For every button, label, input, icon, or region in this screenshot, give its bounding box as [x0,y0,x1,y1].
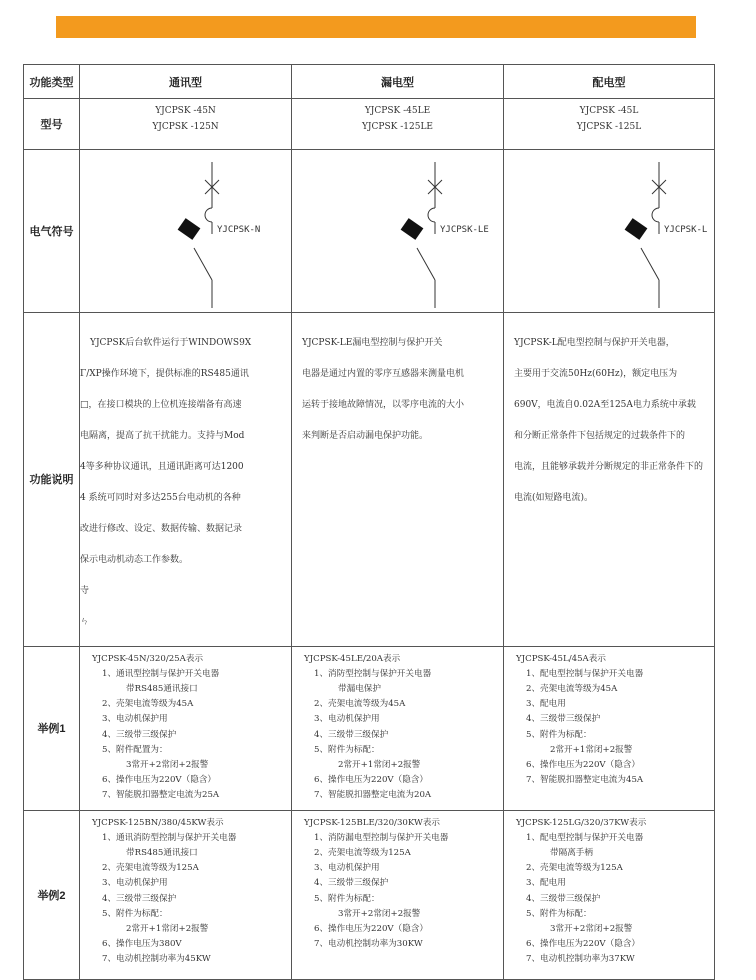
symbol-text: YJCPSK-L [664,225,708,235]
desc-line: YJCPSK-LE漏电型控制与保护开关 [302,337,443,348]
desc-line: 电流(如短路电流)。 [514,492,594,503]
desc-line: 电器是通过内置的零序互感器来测量电机 [302,368,465,379]
example2-distribution [504,810,715,979]
orange-header-bar [56,16,696,38]
example-line: 2常开+1常闭+2报警 [550,744,633,755]
example-line: 1、配电型控制与保护开关电器 [526,668,644,679]
example-line: 3常开+2常闭+2报警 [338,908,421,919]
desc-line: 电隔离，提高了抗干扰能力。支持与Mod [80,430,245,441]
example-line: 5、附件为标配： [314,893,380,904]
symbol-text: YJCPSK-LE [440,225,489,235]
example-line: 5、附件为标配： [526,729,592,740]
example-line: 2、壳架电流等级为45A [314,699,406,710]
example-line: 3、电动机保护用 [314,714,380,725]
example-line: 6、操作电压为220V（隐含） [526,759,641,770]
example-line: 7、智能脱扣器整定电流为20A [314,790,432,801]
desc-line: 改进行修改、设定、数据传输、数据记录 [80,523,243,534]
example-line: 7、电动机控制功率为37KW [526,954,635,965]
example-line: 2常开+1常闭+2报警 [126,923,209,934]
example-line: 3、电动机保护用 [314,863,380,874]
example-line: 2、壳架电流等级为125A [314,847,411,858]
desc-line: 和分断正常条件下包括规定的过载条件下的 [514,430,686,441]
example-line: 3、电动机保护用 [102,714,168,725]
desc-line: 寺 [80,585,90,596]
example-line: 6、操作电压为380V [102,939,182,950]
description-distribution [504,313,715,647]
example-line: 1、通讯型控制与保护开关电器 [102,668,220,679]
desc-line: YJCPSK-L配电型控制与保护开关电器， [514,337,675,348]
example-line: 7、电动机控制功率为30KW [314,939,423,950]
desc-line: 来判断是否启动漏电保护功能。 [302,430,429,441]
example1-distribution [504,646,715,810]
example-line: 5、附件配置为： [102,744,168,755]
example1-row [24,646,715,810]
function-type-label: 功能类型 [24,65,80,99]
model-cell-leakage [292,99,504,150]
desc-line: 690V，电流自0.02A至125A电力系统中承载 [514,399,696,410]
example-line: YJCPSK-125LG/320/37KW表示 [516,817,647,828]
example2-leakage [292,810,504,979]
example-line: YJCPSK-125BLE/320/30KW表示 [304,817,441,828]
example-line: 2、壳架电流等级为45A [526,683,618,694]
example-line: 2常开+1常闭+2报警 [338,759,421,770]
desc-line: ㄣ [80,616,90,627]
example-line: YJCPSK-45L/45A表示 [516,653,606,664]
example2-row [24,810,715,979]
model-text: YJCPSK -45LE [364,106,431,116]
example-line: 2、壳架电流等级为45A [102,699,194,710]
description-communication [80,313,292,647]
model-text: YJCPSK -125LE [361,122,433,132]
example-line: YJCPSK-45N/320/25A表示 [92,653,204,664]
example-line: 带RS485通讯接口 [126,847,198,858]
example-line: 带RS485通讯接口 [126,683,198,694]
example-line: 1、通讯消防型控制与保护开关电器 [102,832,237,843]
example-line: 3、配电用 [526,878,566,889]
example-line: 6、操作电压为220V（隐含） [102,775,217,786]
model-text: YJCPSK -125N [152,122,219,132]
example-line: 3常开+2常闭+2报警 [550,923,633,934]
desc-line: 电流，且能够承载并分断规定的非正常条件下的 [514,461,704,472]
example-line: 3、配电用 [526,699,566,710]
column-communication: 通讯型 [80,65,292,99]
example-line: 5、附件为标配： [102,908,168,919]
column-distribution: 配电型 [504,65,715,99]
desc-line: Γ/XP操作环境下，提供标准的RS485通讯 [80,368,249,379]
example-line: 3、电动机保护用 [102,878,168,889]
example-line: 4、三级带三级保护 [102,729,177,740]
model-text: YJCPSK -45N [155,106,216,116]
example-line: 1、消防型控制与保护开关电器 [314,668,432,679]
description-leakage [292,313,504,647]
desc-line: YJCPSK后台软件运行于WINDOWS9X [90,337,252,348]
example-line: 7、智能脱扣器整定电流为25A [102,790,220,801]
symbol-row [24,150,715,313]
symbol-label: 电气符号 [24,150,80,313]
example-line: 6、操作电压为220V（隐含） [314,775,429,786]
function-row [24,313,715,647]
model-label: 型号 [24,99,80,150]
example-line: 1、消防漏电型控制与保护开关电器 [314,832,449,843]
example2-communication [80,810,292,979]
desc-line: 保示电动机动态工作参数。 [80,554,189,565]
symbol-cell-communication [80,150,292,313]
symbol-cell-leakage [292,150,504,313]
example-line: 6、操作电压为220V（隐含） [314,923,429,934]
example1-label: 举例1 [24,646,80,810]
column-leakage: 漏电型 [292,65,504,99]
model-text: YJCPSK -125L [576,122,642,132]
example-line: 5、附件为标配： [526,908,592,919]
example-line: 4、三级带三级保护 [314,878,389,889]
desc-line: 运转于接地故障情况，以零序电流的大小 [302,399,465,410]
example-line: 带隔离手柄 [550,847,593,858]
example-line: YJCPSK-125BN/380/45KW表示 [92,817,224,828]
example-line: 7、电动机控制功率为45KW [102,954,211,965]
example-line: 带漏电保护 [338,683,381,694]
header-row [24,65,715,99]
example-line: 2、壳架电流等级为125A [526,863,623,874]
symbol-cell-distribution [504,150,715,313]
desc-line: □，在接口模块的上位机连接端备有高速 [80,399,242,410]
desc-line: 4等多种协议通讯，且通讯距离可达1200 [80,461,244,472]
example-line: 6、操作电压为220V（隐含） [526,939,641,950]
spec-table [23,64,715,980]
example2-label: 举例2 [24,810,80,979]
example1-leakage [292,646,504,810]
example-line: 4、三级带三级保护 [526,714,601,725]
example-line: 4、三级带三级保护 [102,893,177,904]
example-line: 1、配电型控制与保护开关电器 [526,832,644,843]
example-line: 4、三级带三级保护 [526,893,601,904]
function-label: 功能说明 [24,313,80,647]
model-cell-distribution [504,99,715,150]
desc-line: 主要用于交流50Hz(60Hz)，额定电压为 [514,368,678,379]
model-text: YJCPSK -45L [579,106,639,116]
model-row [24,99,715,150]
example1-communication [80,646,292,810]
example-line: YJCPSK-45LE/20A表示 [304,653,401,664]
model-cell-communication [80,99,292,150]
example-line: 4、三级带三级保护 [314,729,389,740]
example-line: 2、壳架电流等级为125A [102,863,199,874]
symbol-text: YJCPSK-N [217,225,261,235]
example-line: 5、附件为标配： [314,744,380,755]
example-line: 7、智能脱扣器整定电流为45A [526,775,644,786]
desc-line: 4 系统可同时对多达255台电动机的各种 [80,492,241,503]
example-line: 3常开+2常闭+2报警 [126,759,209,770]
